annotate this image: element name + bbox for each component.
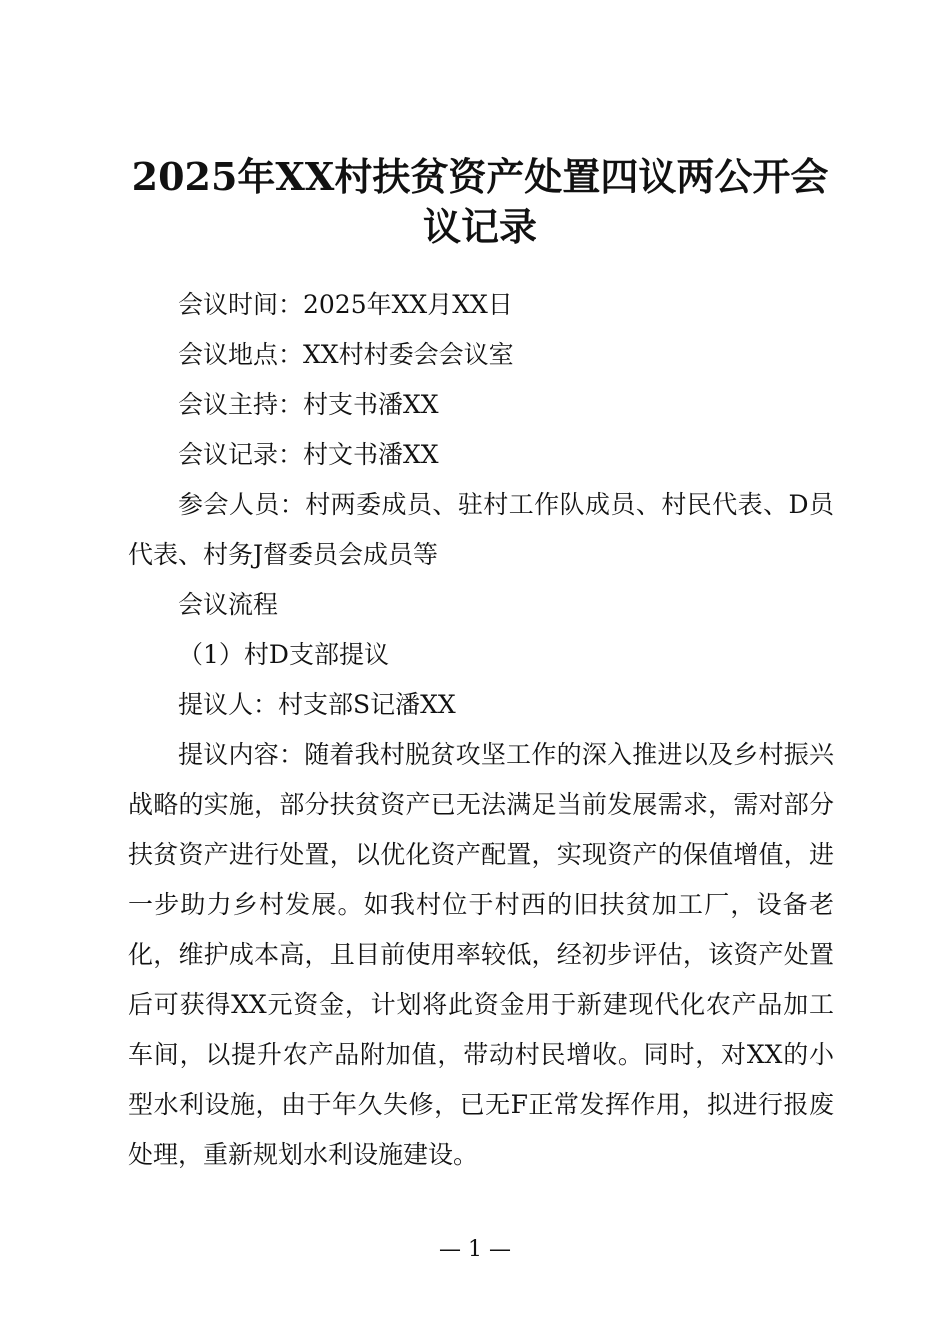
- proposer: 提议人：村支部S记潘XX: [178, 690, 456, 719]
- meeting-attendees: 参会人员：村两委成员、驻村工作队成员、村民代表、D员代表、村务J督委员会成员等: [128, 490, 834, 569]
- page-number: — 1 —: [439, 1237, 511, 1262]
- meeting-process-heading: 会议流程: [178, 590, 279, 619]
- meeting-recorder: 会议记录：村文书潘XX: [178, 440, 439, 469]
- meeting-location: 会议地点：XX村村委会会议室: [178, 340, 514, 369]
- step-1-heading: （1）村D支部提议: [178, 640, 389, 669]
- document-body: [128, 280, 834, 1180]
- meeting-host: 会议主持：村支书潘XX: [178, 390, 439, 419]
- proposal-content: 提议内容：随着我村脱贫攻坚工作的深入推进以及乡村振兴战略的实施，部分扶贫资产已无法满足当前发展需求，需对部分扶贫资产进行处置，以优化资产配置，实现资产的保值增值，进一步助力乡村发展。如我村位于村西的旧扶贫加工厂，设备老化，维护成本高，且目前使用率较低，经初步评估，该资产处置后可获得XX元资金，计划将此资金用于新建现代化农产品加工车间，以提升农产品附加值，带动村民增收。同时，对XX的小型水利设施，由于年久失修，已无F正常发挥作用，拟进行报废处理，重新规划水利设施建设。: [128, 740, 834, 1169]
- document-title: 2025年XX村扶贫资产处置四议两公开会议记录: [131, 154, 829, 249]
- meeting-time: 会议时间：2025年XX月XX日: [178, 290, 513, 319]
